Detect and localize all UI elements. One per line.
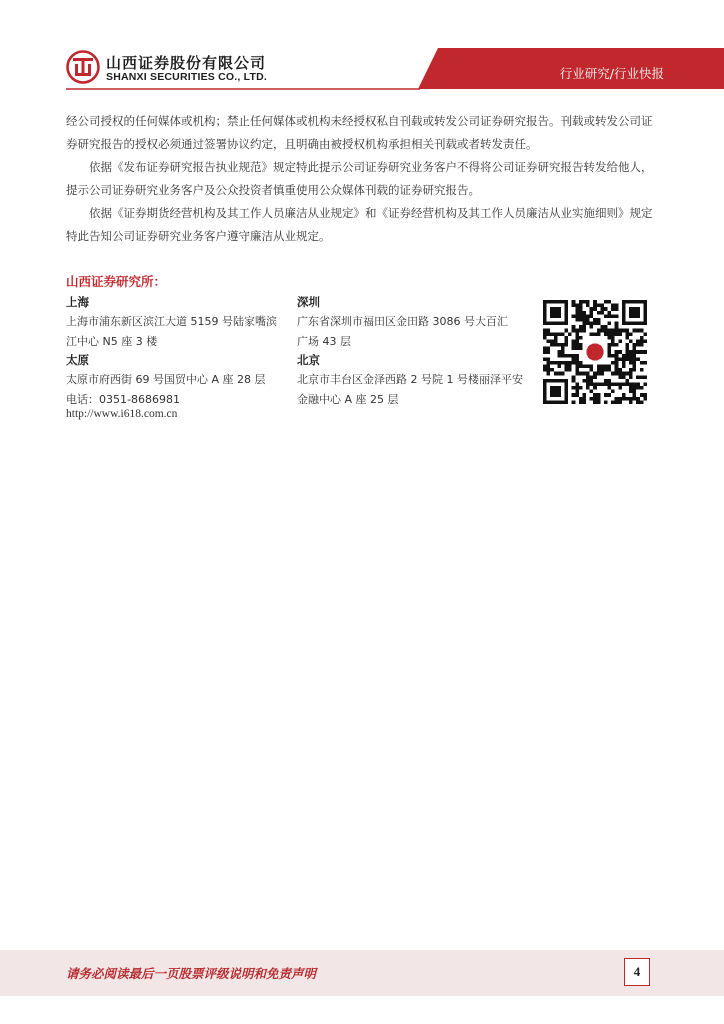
page-header	[0, 0, 724, 100]
office-address: 广东省深圳市福田区金田路 3086 号大百汇广场 43 层	[297, 315, 508, 348]
report-type-label: 行业研究/行业快报	[559, 66, 664, 81]
office-city: 上海	[66, 295, 89, 309]
office-address: 北京市丰台区金泽西路 2 号院 1 号楼丽泽平安金融中心 A 座 25 层	[297, 373, 523, 406]
page-number: 4	[624, 958, 650, 986]
forwarding-notice-paragraph: 依据《发布证券研究报告执业规范》规定特此提示公司证券研究业务客户不得将公司证券研究报告转发给他人，提示公司证券研究业务客户及公众投资者慎重使用公众媒体刊载的证券研究报告。	[66, 160, 653, 197]
integrity-notice-paragraph: 依据《证券期货经营机构及其工作人员廉洁从业规定》和《证券经营机构及其工作人员廉洁从业实施细则》规定特此告知公司证券研究业务客户遵守廉洁从业规定。	[66, 206, 653, 243]
company-logo	[66, 50, 346, 90]
office-shanghai	[66, 292, 286, 352]
qr-center-logo-icon	[586, 343, 603, 360]
page-footer	[0, 950, 724, 996]
company-logo-icon	[66, 50, 100, 84]
disclaimer-notice: 请务必阅读最后一页股票评级说明和免责声明	[66, 966, 317, 981]
website-link[interactable]: http://www.i618.com.cn	[66, 408, 178, 420]
office-shenzhen	[297, 292, 517, 352]
office-phone: 电话：0351-8686981	[66, 393, 180, 406]
office-city: 太原	[66, 353, 89, 367]
office-city: 深圳	[297, 295, 320, 309]
office-city: 北京	[297, 353, 320, 367]
office-beijing	[297, 350, 527, 410]
office-taiyuan	[66, 350, 291, 410]
office-address: 太原市府西街 69 号国贸中心 A 座 28 层	[66, 373, 266, 386]
qr-code-icon[interactable]	[543, 300, 647, 404]
company-name-cn: 山西证券股份有限公司	[106, 54, 267, 72]
office-address: 上海市浦东新区滨江大道 5159 号陆家嘴滨江中心 N5 座 3 楼	[66, 315, 277, 348]
research-institute-title: 山西证券研究所：	[66, 274, 167, 289]
company-name-en: SHANXI SECURITIES CO., LTD.	[106, 71, 267, 83]
authorization-paragraph: 经公司授权的任何媒体或机构；禁止任何媒体或机构未经授权私自刊载或转发公司证券研究报告。刊载或转发公司证券研究报告的授权必须通过签署协议约定，且明确由被授权机构承担相关刊载或者转发责任。	[66, 114, 653, 151]
